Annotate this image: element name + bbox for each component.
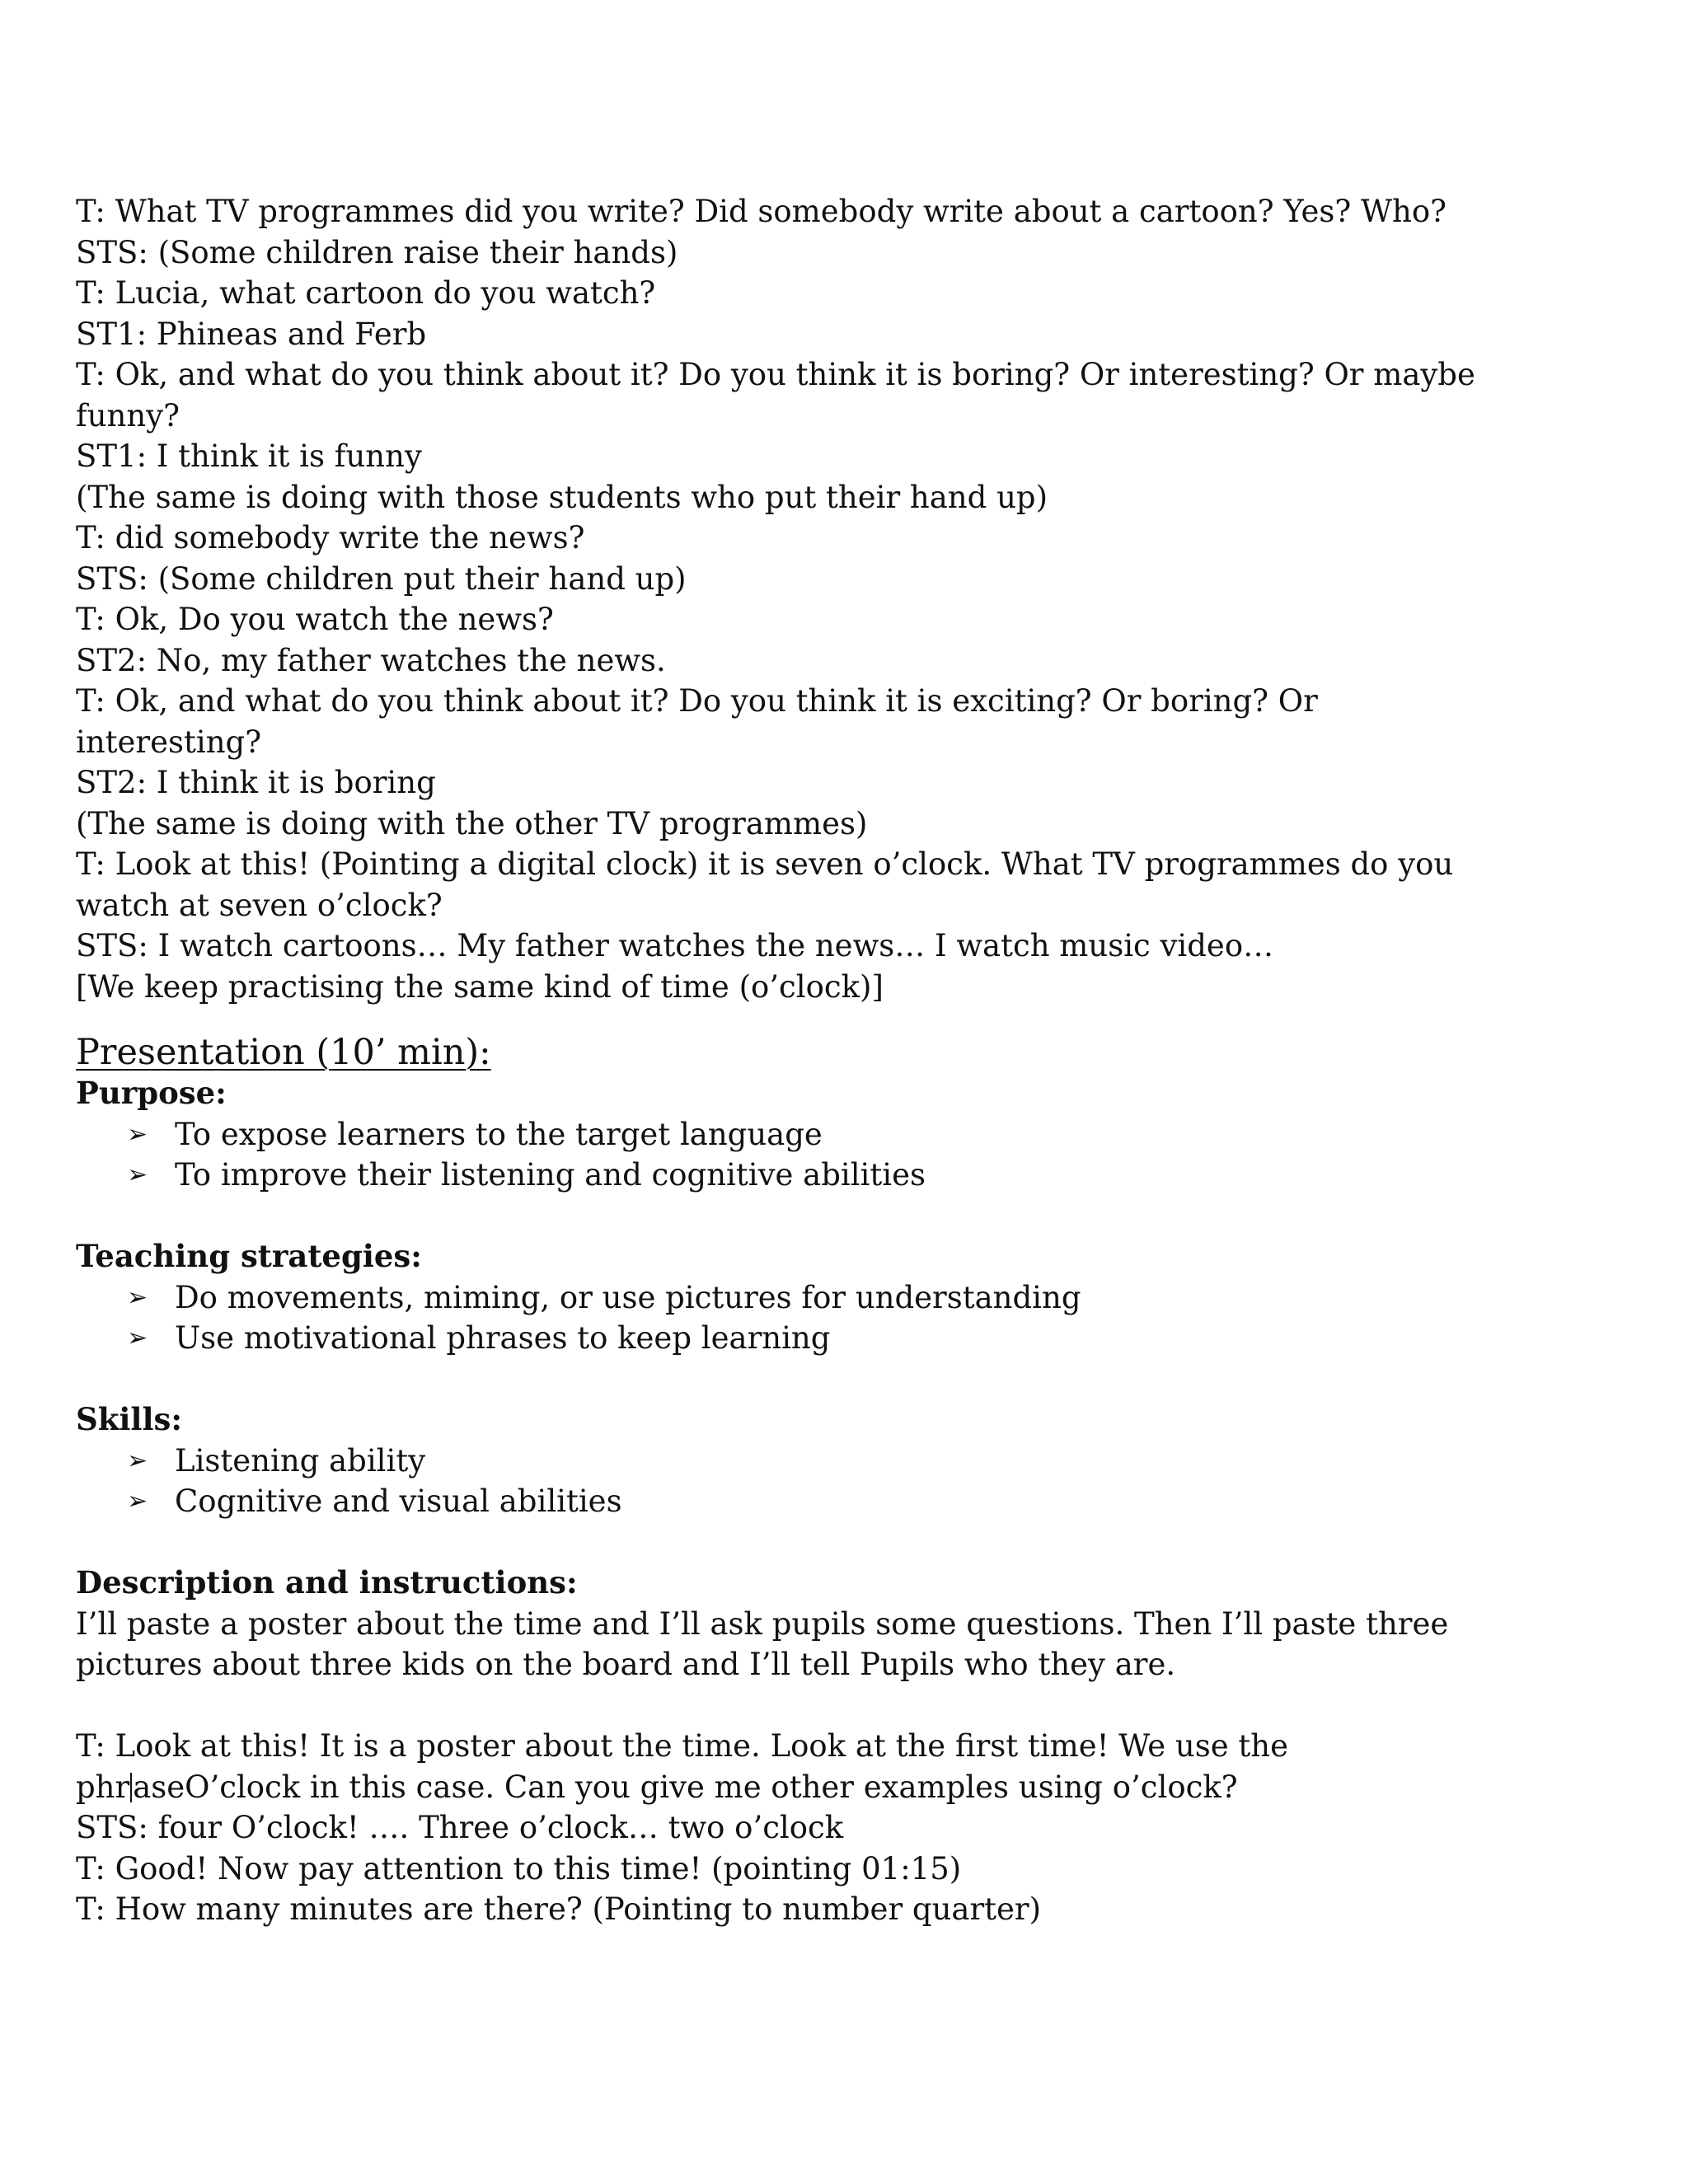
list-item-text: Use motivational phrases to keep learning xyxy=(175,1320,831,1356)
list-item-text: Listening ability xyxy=(175,1442,426,1479)
dialogue-section-2 xyxy=(76,1726,1625,1930)
dialogue-line: T: Ok, Do you watch the news? xyxy=(76,602,554,637)
dialogue-line: T: did somebody write the news? xyxy=(76,520,585,555)
dialogue-line: funny? xyxy=(76,397,180,434)
skills-list xyxy=(76,1441,1625,1522)
spacer xyxy=(76,1007,1625,1032)
strategies-list xyxy=(76,1277,1625,1359)
strategies-section xyxy=(76,1236,1625,1359)
arrow-bullet-icon: ➢ xyxy=(127,1160,148,1189)
description-heading: Description and instructions: xyxy=(76,1564,578,1601)
dialogue-line: watch at seven o’clock? xyxy=(76,887,443,923)
list-item xyxy=(76,1155,1625,1196)
dialogue-line: [We keep practising the same kind of time (o’clock)] xyxy=(76,968,884,1005)
dialogue-line: (The same is doing with the other TV programmes) xyxy=(76,805,868,841)
arrow-bullet-icon: ➢ xyxy=(127,1119,148,1149)
dialogue-text-segment: phr xyxy=(76,1769,130,1805)
dialogue-line: T: Look at this! (Pointing a digital clock) it is seven o’clock. What TV programmes do you xyxy=(76,846,1454,882)
dialogue-section-1 xyxy=(76,191,1625,1007)
list-item xyxy=(76,1277,1625,1319)
list-item xyxy=(76,1441,1625,1482)
purpose-section xyxy=(76,1073,1625,1196)
strategies-heading: Teaching strategies: xyxy=(76,1238,422,1274)
list-item xyxy=(76,1318,1625,1359)
dialogue-line: T: Good! Now pay attention to this time! (pointing 01:15) xyxy=(76,1850,962,1886)
spacer xyxy=(76,1685,1625,1727)
list-item xyxy=(76,1481,1625,1522)
dialogue-line: ST1: I think it is funny xyxy=(76,438,422,474)
list-item-text: To improve their listening and cognitive abilities xyxy=(175,1157,926,1193)
description-line: I’ll paste a poster about the time and I’ll ask pupils some questions. Then I’ll paste three xyxy=(76,1605,1449,1642)
dialogue-line: T: Look at this! It is a poster about the time. Look at the first time! We use the xyxy=(76,1728,1288,1764)
arrow-bullet-icon: ➢ xyxy=(127,1446,148,1475)
document-page xyxy=(76,191,1625,1930)
skills-section xyxy=(76,1399,1625,1522)
dialogue-line: interesting? xyxy=(76,724,262,760)
dialogue-line: T: Ok, and what do you think about it? Do you think it is boring? Or interesting? Or maybe xyxy=(76,357,1475,392)
skills-heading: Skills: xyxy=(76,1401,183,1437)
spacer xyxy=(76,1359,1625,1400)
purpose-list xyxy=(76,1114,1625,1196)
dialogue-line: ST1: Phineas and Ferb xyxy=(76,316,427,352)
dialogue-line: STS: (Some children raise their hands) xyxy=(76,234,678,270)
list-item xyxy=(76,1114,1625,1155)
dialogue-line: ST2: I think it is boring xyxy=(76,765,436,800)
dialogue-line: ST2: No, my father watches the news. xyxy=(76,642,666,678)
arrow-bullet-icon: ➢ xyxy=(127,1282,148,1312)
dialogue-line: T: Ok, and what do you think about it? Do you think it is exciting? Or boring? Or xyxy=(76,683,1318,719)
text-cursor xyxy=(130,1773,132,1802)
list-item-text: Do movements, miming, or use pictures for understanding xyxy=(175,1279,1081,1315)
dialogue-line: STS: I watch cartoons… My father watches the news… I watch music video… xyxy=(76,928,1274,963)
purpose-heading: Purpose: xyxy=(76,1075,227,1111)
dialogue-line: T: How many minutes are there? (Pointing to number quarter) xyxy=(76,1891,1042,1927)
dialogue-line: T: Lucia, what cartoon do you watch? xyxy=(76,275,656,311)
description-line: pictures about three kids on the board and I’ll tell Pupils who they are. xyxy=(76,1647,1176,1682)
dialogue-line: STS: four O’clock! …. Three o’clock… two o’clock xyxy=(76,1810,844,1845)
list-item-text: Cognitive and visual abilities xyxy=(175,1483,622,1519)
spacer xyxy=(76,1196,1625,1237)
list-item-text: To expose learners to the target language xyxy=(175,1116,823,1152)
presentation-title: Presentation (10’ min): xyxy=(76,1032,491,1073)
arrow-bullet-icon: ➢ xyxy=(127,1324,148,1352)
dialogue-line: T: What TV programmes did you write? Did somebody write about a cartoon? Yes? Who? xyxy=(76,194,1447,229)
arrow-bullet-icon: ➢ xyxy=(127,1487,148,1516)
dialogue-line: (The same is doing with those students who put their hand up) xyxy=(76,479,1048,515)
description-section xyxy=(76,1563,1625,1685)
dialogue-line xyxy=(76,1767,1625,1808)
spacer xyxy=(76,1522,1625,1563)
dialogue-text-segment: aseO’clock in this case. Can you give me other examples using o’clock? xyxy=(133,1769,1238,1805)
dialogue-line: STS: (Some children put their hand up) xyxy=(76,560,687,597)
